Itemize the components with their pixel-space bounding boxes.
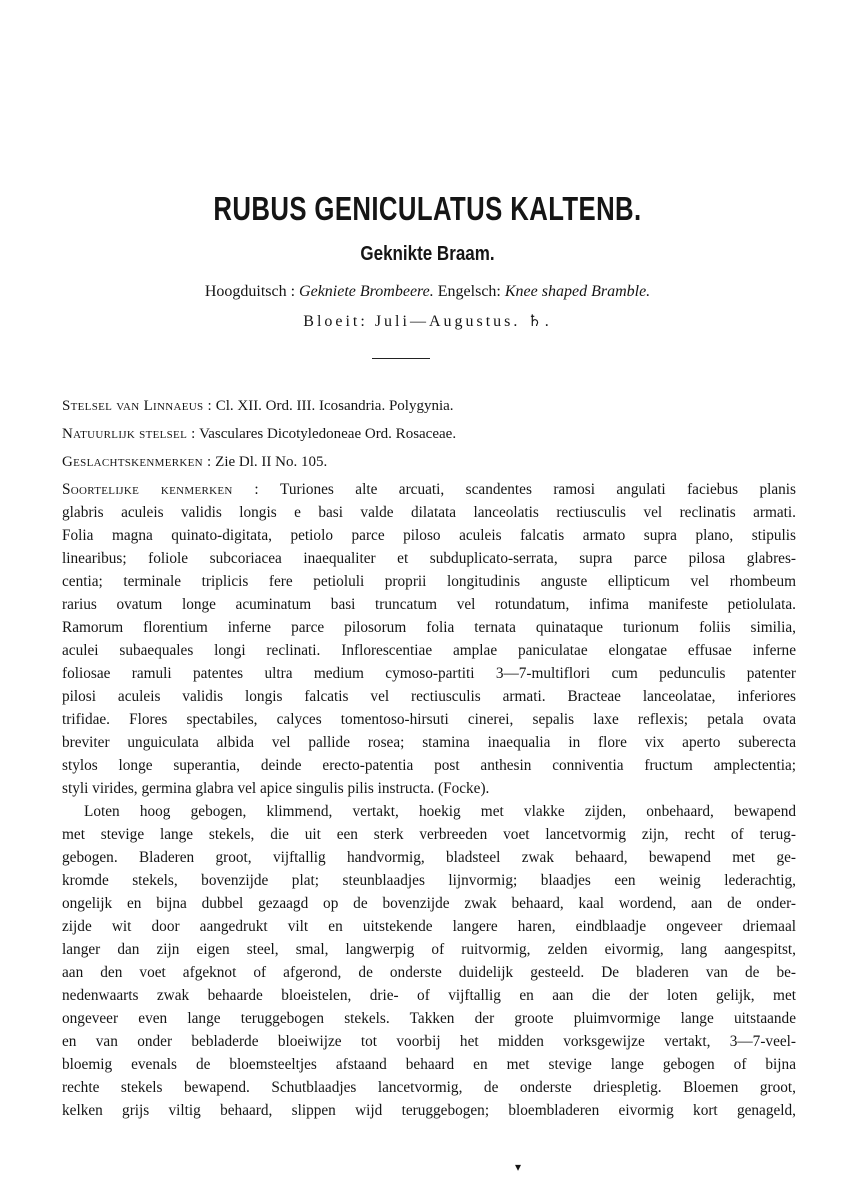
page-title: RUBUS GENICULATUS KALTENB. [213, 190, 642, 227]
dutch-line: kelken grijs viltig behaard, slippen wijd teruggebogen; bloembladeren eivormig kort genageld, [62, 1102, 796, 1119]
english-label: Engelsch: [437, 283, 501, 300]
latin-label: Soortelijke kenmerken : [62, 481, 259, 498]
ink-mark: ▾ [515, 1160, 522, 1174]
latin-line: centia; terminale triplicis fere petioluli proprii longitudinis anguste ellipticum vel rhombeum [62, 573, 796, 590]
classification-genus: Geslachtskenmerken : Zie Dl. II No. 105. [62, 454, 328, 470]
dutch-line: rechte stekels bewapend. Schutblaadjes lancetvormig, de onderste driespletig. Bloemen groot, [62, 1079, 796, 1096]
latin-line: Soortelijke kenmerken : Turiones alte arcuati, scandentes ramosi angulati faciebus planis [62, 481, 797, 498]
classification-natural: Natuurlijk stelsel : Vasculares Dicotyledoneae Ord. Rosaceae. [62, 426, 457, 442]
latin-line: rarius ovatum longe acuminatum basi truncatum vel rotundatum, infima manifeste petiolulata. [62, 596, 796, 613]
divider [372, 358, 430, 359]
dutch-line: Loten hoog gebogen, klimmend, vertakt, hoekig met vlakke zijden, onbehaard, bewapend [84, 803, 796, 820]
dutch-line: kromde stekels, bovenzijde plat; steunblaadjes lijnvormig; blaadjes een weinig lederachtig, [62, 872, 796, 889]
english-name: Knee shaped Bramble. [504, 283, 651, 300]
latin-line: Folia magna quinato-digitata, petiolo parce piloso aculeis falcatis armato supra plano, stipulis [62, 527, 796, 544]
latin-line: stylos longe superantia, deinde erecto-patentia post anthesin conniventia fructum amplectentia; [62, 757, 796, 774]
dutch-line: gebogen. Bladeren groot, vijftallig handvormig, bladsteel zwak behaard, bewapend met ge- [62, 849, 796, 866]
latin-line: linearibus; foliole subcoriacea inaequaliter et subduplicato-serrata, supra parce pilosa glabres- [62, 550, 796, 567]
latin-line: pilosi aculeis validis longis falcatis vel rectiusculis armati. Bracteae lanceolatae, inferiores [62, 688, 796, 705]
latin-line: trifidae. Flores spectabiles, calyces tomentoso-hirsuti cinerei, sepalis laxe reflexis; petala ovata [62, 711, 796, 728]
latin-line: breviter unguiculata albida vel pallide rosea; stamina inaequalia in flore vix aperto suberecta [62, 734, 796, 751]
latin-line: Ramorum florentium inferne parce pilosorum folia ternata quinataque turionum foliis similia, [62, 619, 796, 636]
flowering-period: Bloeit: Juli—Augustus. ♄. [303, 313, 552, 330]
dutch-line: nedenwaarts zwak behaarde bloeistelen, drie- of vijftallig en aan die der loten gelijk, met [62, 987, 796, 1004]
dutch-line: ongeveer even lange teruggebogen stekels. Takken der groote pluimvormige lange uitstaande [62, 1010, 796, 1027]
latin-line: foliosae ramuli patentes ultra medium cymoso-partiti 3—7-multiflori cum pedunculis patenter [62, 665, 796, 682]
german-label: Hoogduitsch : [204, 283, 296, 300]
dutch-line: zijde wit door aangedrukt vilt en uitstekende langere haren, eindblaadje ongeveer driemaal [62, 918, 796, 935]
vernacular-names [0, 283, 855, 301]
dutch-line: langer dan zijn eigen steel, smal, langwerpig of ruitvormig, zelden eivormig, lang aangespitst, [62, 941, 796, 958]
dutch-line: ongelijk en bijna dubbel gezaagd op de bovenzijde zwak behaard, kaal wordend, aan de onder- [62, 895, 796, 912]
classification-linnaeus: Stelsel van Linnaeus : Cl. XII. Ord. III. Icosandria. Polygynia. [62, 398, 454, 414]
dutch-line: met stevige lange stekels, die uit een sterk verbreeden voet lancetvormig zijn, recht of terug- [62, 826, 796, 843]
dutch-line: bloemig evenals de bloemsteeltjes afstaand behaard en met stevige lange gebogen of bijna [62, 1056, 796, 1073]
dutch-line: en van onder bebladerde bloeiwijze tot voorbij het midden vorksgewijze vertakt, 3—7-veel- [62, 1033, 796, 1050]
latin-line: aculei subaequales longi reclinati. Inflorescentiae amplae paniculatae elongatae effusae inferne [62, 642, 796, 659]
latin-line: styli virides, germina glabra vel apice singulis pilis instructa. (Focke). [62, 780, 490, 797]
dutch-line: aan den voet afgeknot of afgerond, de onderste duidelijk gesteeld. De bladeren van de be- [62, 964, 796, 981]
common-name: Geknikte Braam. [360, 243, 495, 265]
german-name: Gekniete Brombeere. [299, 283, 434, 300]
latin-line: glabris aculeis validis longis e basi valde dilatata lanceolatis rectiusculis vel reclinatis armati. [62, 504, 796, 521]
